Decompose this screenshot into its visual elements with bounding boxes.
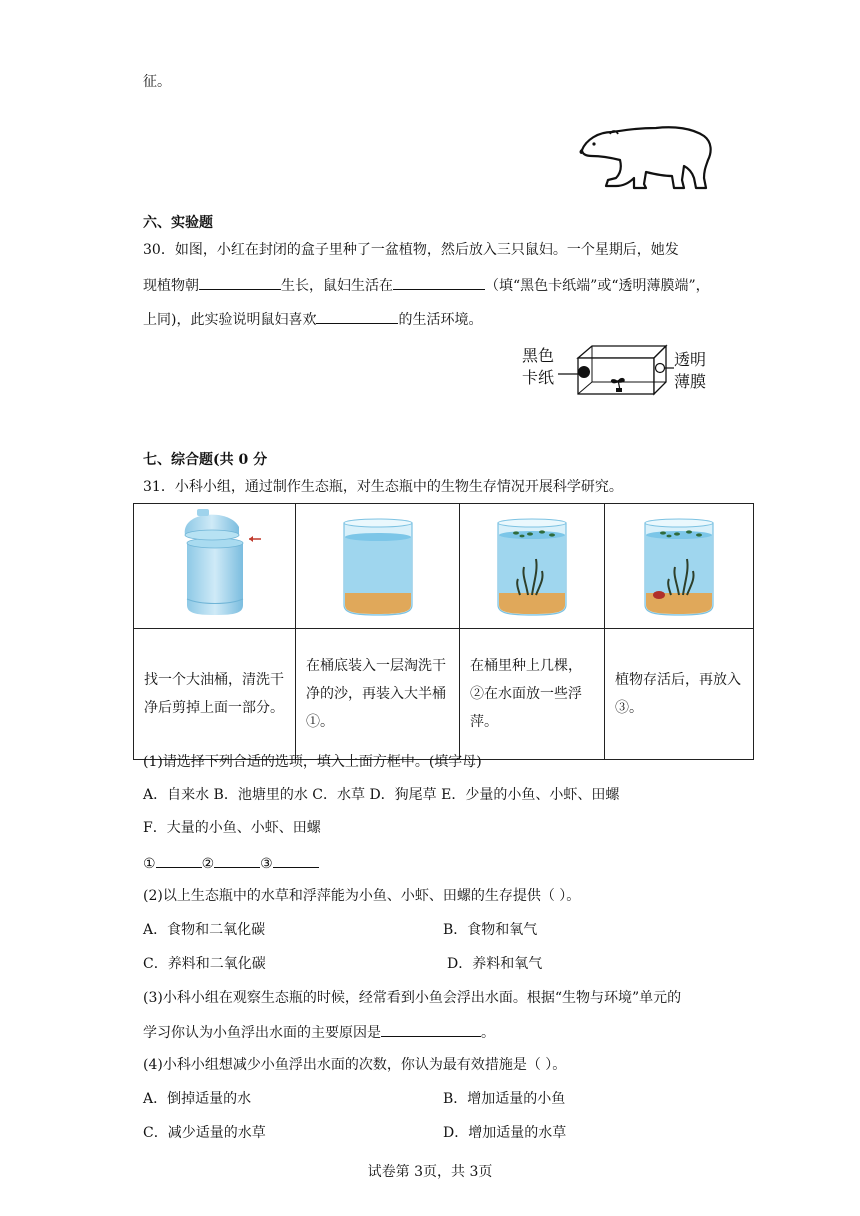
plants-duckweed-illustration — [482, 509, 582, 619]
label-transparent-film-1: 透明 — [674, 350, 707, 369]
blank-label: ③ — [260, 856, 273, 872]
q30-text: 现植物朝 — [143, 278, 199, 294]
option-2a: A．食物和二氧化碳 — [143, 922, 266, 938]
step1-image-cell — [134, 504, 296, 629]
page-footer: 试卷第 3页，共 3页 — [367, 1164, 493, 1180]
option-4d: D．增加适量的水草 — [443, 1125, 567, 1141]
option-4c: C．减少适量的水草 — [143, 1125, 266, 1141]
answer-blank — [156, 853, 202, 868]
add-animals-illustration — [629, 509, 729, 619]
ecobottle-steps-table — [133, 503, 754, 760]
label-transparent-film-2: 薄膜 — [674, 372, 707, 391]
answer-blank — [381, 1022, 481, 1037]
sand-water-illustration — [328, 509, 428, 619]
q31-options-line2: F．大量的小鱼、小虾、田螺 — [143, 820, 321, 836]
answer-blank — [393, 275, 485, 290]
step4-image-cell — [605, 504, 754, 629]
step3-image-cell — [460, 504, 605, 629]
q31-part2: (2)以上生态瓶中的水草和浮萍能为小鱼、小虾、田螺的生存提供（ ）。 — [143, 888, 581, 904]
text-fragment: 征。 — [143, 74, 171, 90]
step2-text: 在桶底装入一层淘洗干净的沙，再装入大半桶①。 — [296, 629, 460, 760]
step2-image-cell — [296, 504, 460, 629]
q30-text: 生长，鼠妇生活在 — [281, 278, 393, 294]
box-diagram — [558, 342, 674, 398]
label-black-card-1: 黑色 — [522, 346, 555, 365]
q31-text: 。 — [481, 1025, 495, 1041]
q30-line3 — [143, 309, 482, 330]
q31-blanks — [143, 853, 319, 874]
q30-text: 的生活环境。 — [398, 312, 483, 328]
blank-label: ① — [143, 856, 156, 872]
label-black-card-2: 卡纸 — [522, 368, 555, 387]
option-2d: D．养料和氧气 — [447, 956, 543, 972]
section-heading-comprehensive: 七、综合题(共 0 分 — [143, 452, 268, 468]
polar-bear-illustration — [578, 122, 718, 194]
q31-options-line1: A．自来水 B．池塘里的水 C．水草 D．狗尾草 E．少量的小鱼、小虾、田螺 — [143, 787, 620, 803]
option-4b: B．增加适量的小鱼 — [443, 1091, 566, 1107]
q31-part1: (1)请选择下列合适的选项，填入上面方框中。(填字母) — [143, 754, 482, 770]
option-2c: C．养料和二氧化碳 — [143, 956, 266, 972]
q30-line1: 30．如图，小红在封闭的盒子里种了一盆植物，然后放入三只鼠妇。一个星期后，她发 — [143, 242, 679, 258]
blank-label: ② — [201, 856, 215, 872]
q31-stem: 31．小科小组，通过制作生态瓶，对生态瓶中的生物生存情况开展科学研究。 — [143, 479, 623, 495]
q31-part3-line2 — [143, 1022, 495, 1043]
step1-text: 找一个大油桶，清洗干净后剪掉上面一部分。 — [134, 629, 296, 760]
option-4a: A．倒掉适量的水 — [143, 1091, 252, 1107]
option-2b: B．食物和氧气 — [443, 922, 538, 938]
answer-blank — [273, 853, 319, 868]
answer-blank — [214, 853, 260, 868]
step4-text: 植物存活后，再放入③。 — [605, 629, 754, 760]
step3-text: 在桶里种上几棵，②在水面放一些浮萍。 — [460, 629, 605, 760]
q30-line2 — [143, 275, 710, 296]
oil-drum-cut-illustration — [165, 509, 265, 619]
q31-part4: (4)小科小组想减少小鱼浮出水面的次数，你认为最有效措施是（ ）。 — [143, 1057, 567, 1073]
q30-text: 上同)，此实验说明鼠妇喜欢 — [143, 312, 317, 328]
section-heading-experiment: 六、实验题 — [143, 215, 213, 231]
answer-blank — [316, 309, 398, 324]
q30-text: （填“黑色卡纸端”或“透明薄膜端”， — [485, 278, 710, 294]
q31-part3-line1: (3)小科小组在观察生态瓶的时候，经常看到小鱼会浮出水面。根据“生物与环境”单元的 — [143, 990, 682, 1006]
answer-blank — [199, 275, 281, 290]
experiment-box-figure — [522, 342, 718, 398]
q31-text: 学习你认为小鱼浮出水面的主要原因是 — [143, 1025, 381, 1041]
